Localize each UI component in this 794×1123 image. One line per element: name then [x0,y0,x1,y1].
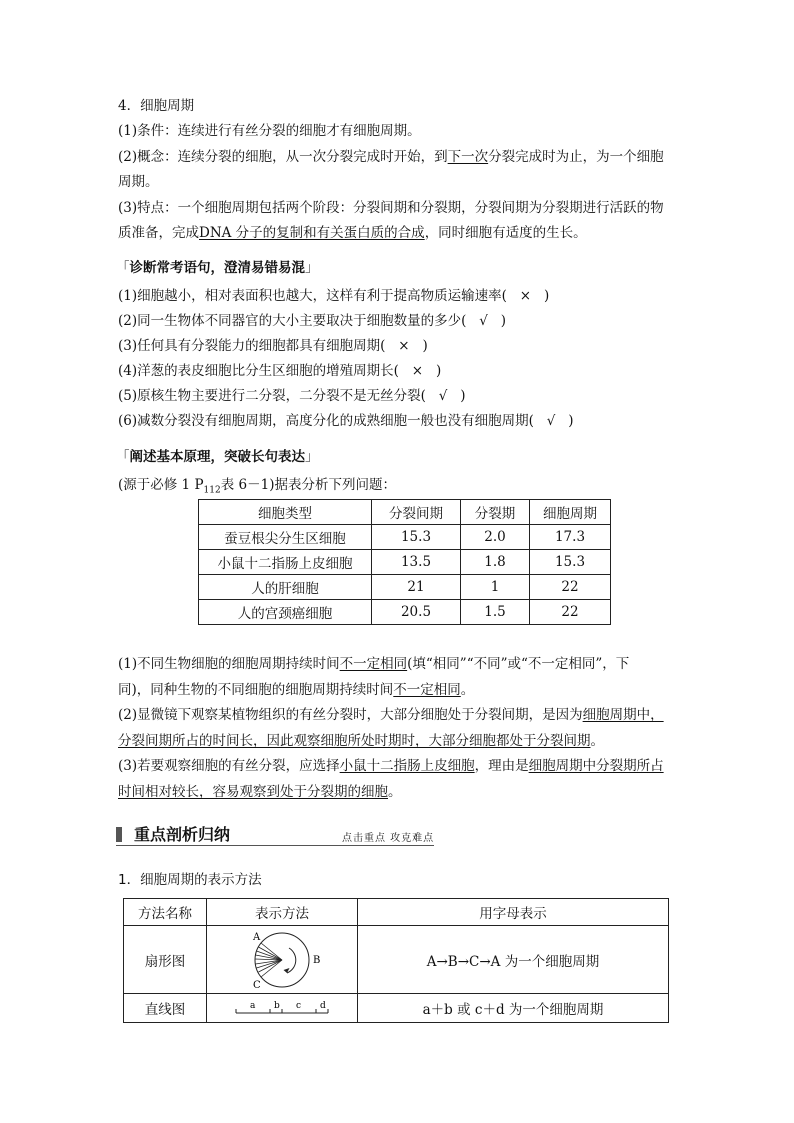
line-label-c: c [296,1001,302,1011]
table-header-cell: 细胞类型 [199,500,372,525]
question-1-cont: 同)，同种生物的不同细胞的细胞周期持续时间不一定相同。 [118,682,475,698]
table-row [199,575,611,600]
table-header-row [199,500,611,525]
table-cell: 小鼠十二指肠上皮细胞 [199,550,372,575]
table-row [199,550,611,575]
diagnose-item: (5)原核生物主要进行二分裂，二分裂不是无丝分裂( √ ) [118,388,466,404]
diagnose-title: 「诊断常考语句，澄清易错易混」 [116,260,319,276]
question-3: (3)若要观察细胞的有丝分裂，应选择小鼠十二指肠上皮细胞，理由是细胞周期中分裂期所占 [118,758,664,774]
answer-underline: 时间相对较长，容易观察到处于分裂期的细胞 [118,784,388,800]
table-cell: 17.3 [530,525,611,550]
method-name: 直线图 [124,994,207,1023]
method-description: a＋b 或 c＋d 为一个细胞周期 [358,994,669,1023]
table-header-cell: 方法名称 [124,899,207,926]
answer-underline: 不一定相同 [339,656,408,672]
cross-mark: × [519,288,532,304]
answer-underline: 不一定相同 [393,682,461,698]
table-row [199,600,611,625]
table-cell: 13.5 [372,550,461,575]
check-mark: √ [438,388,448,404]
line-label-a: a [250,1001,256,1011]
table-cell: 人的肝细胞 [199,575,372,600]
table-cell: 蚕豆根尖分生区细胞 [199,525,372,550]
fan-diagram-cell [207,926,358,994]
paragraph-feature: (3)特点：一个细胞周期包括两个阶段：分裂间期和分裂期，分裂间期为分裂期进行活跃的物 [118,200,664,216]
table-cell: 1 [461,575,530,600]
answer-underline: 细胞周期中， [582,707,664,723]
explain-title: 「阐述基本原理，突破长句表达」 [116,449,319,465]
table-header-cell: 分裂期 [461,500,530,525]
cell-cycle-table [198,499,611,625]
table-cell: 21 [372,575,461,600]
fan-label-b: B [313,954,321,966]
question-3-cont: 时间相对较长，容易观察到处于分裂期的细胞。 [118,784,402,800]
answer-underline: 分裂间期所占的时间长，因此观察细胞所处时期时，大部分细胞都处于分裂间期 [118,733,591,749]
table-cell: 1.5 [461,600,530,625]
diagnose-item: (3)任何具有分裂能力的细胞都具有细胞周期( × ) [118,338,428,354]
banner-bar-icon [116,827,122,842]
table-row [199,525,611,550]
table-cell: 20.5 [372,600,461,625]
table-header-cell: 分裂间期 [372,500,461,525]
answer-underline: 小鼠十二指肠上皮细胞 [339,758,475,774]
paragraph-condition: (1)条件：连续进行有丝分裂的细胞才有细胞周期。 [118,123,421,139]
question-2-cont: 分裂间期所占的时间长，因此观察细胞所处时期时，大部分细胞都处于分裂间期。 [118,733,604,749]
table-row [124,926,669,994]
diagnose-item: (6)减数分裂没有细胞周期，高度分化的成熟细胞一般也没有细胞周期( √ ) [118,413,574,429]
diagnose-item: (1)细胞越小，相对表面积也越大，这样有利于提高物质运输速率( × ) [118,288,550,304]
table-header-row [124,899,669,926]
table-cell: 人的宫颈癌细胞 [199,600,372,625]
line-label-d: d [320,1001,326,1011]
question-2: (2)显微镜下观察某植物组织的有丝分裂时，大部分细胞处于分裂间期，是因为细胞周期中， [118,707,664,723]
paragraph-concept-cont: 周期。 [118,174,159,190]
cross-mark: × [411,363,424,379]
table-cell: 2.0 [461,525,530,550]
banner-title: 重点剖析归纳 [134,825,231,844]
diagnose-item: (2)同一生物体不同器官的大小主要取决于细胞数量的多少( √ ) [118,313,507,329]
section-heading: 4．细胞周期 [118,98,195,114]
answer-underline: 细胞周期中分裂期所占 [528,758,664,774]
source-note: (源于必修 1 $P_{112}$表 6－1)据表分析下列问题： [118,477,396,496]
check-mark: √ [546,413,556,429]
methods-table [123,898,669,1023]
table-cell: 15.3 [372,525,461,550]
table-header-cell: 用字母表示 [358,899,669,926]
method-description: A→B→C→A 为一个细胞周期 [358,926,669,994]
paragraph-concept: (2)概念：连续分裂的细胞，从一次分裂完成时开始，到下一次分裂完成时为止，为一个细胞 [118,149,664,165]
answer-underline: DNA 分子的复制和有关蛋白质的合成 [199,225,425,241]
question-1: (1)不同生物细胞的细胞周期持续时间不一定相同(填“相同”“不同”或“不一定相同”，下 [118,656,630,672]
table-header-cell: 表示方法 [207,899,358,926]
table-cell: 15.3 [530,550,611,575]
table-cell: 22 [530,575,611,600]
fan-diagram [227,928,337,992]
table-cell: 1.8 [461,550,530,575]
paragraph-feature-cont: 质准备，完成DNA 分子的复制和有关蛋白质的合成，同时细胞有适度的生长。 [118,225,587,241]
fan-label-c: C [253,979,261,991]
fan-label-a: A [253,931,261,943]
banner-divider [116,845,434,846]
banner-subtitle: 点击重点 攻克难点 [342,833,435,844]
line-diagram-cell [207,994,358,1023]
line-label-b: b [274,1001,280,1011]
answer-underline: 下一次 [447,149,489,165]
table-cell: 22 [530,600,611,625]
table-header-cell: 细胞周期 [530,500,611,525]
cross-mark: × [398,338,410,354]
table-row [124,994,669,1023]
section-banner [116,824,436,846]
method-name: 扇形图 [124,926,207,994]
fan-sector-lines [255,943,282,977]
check-mark: √ [479,313,488,329]
methods-heading: 1．细胞周期的表示方法 [118,872,262,888]
diagnose-item: (4)洋葱的表皮细胞比分生区细胞的增殖周期长( × ) [118,363,442,379]
line-diagram [232,997,332,1019]
